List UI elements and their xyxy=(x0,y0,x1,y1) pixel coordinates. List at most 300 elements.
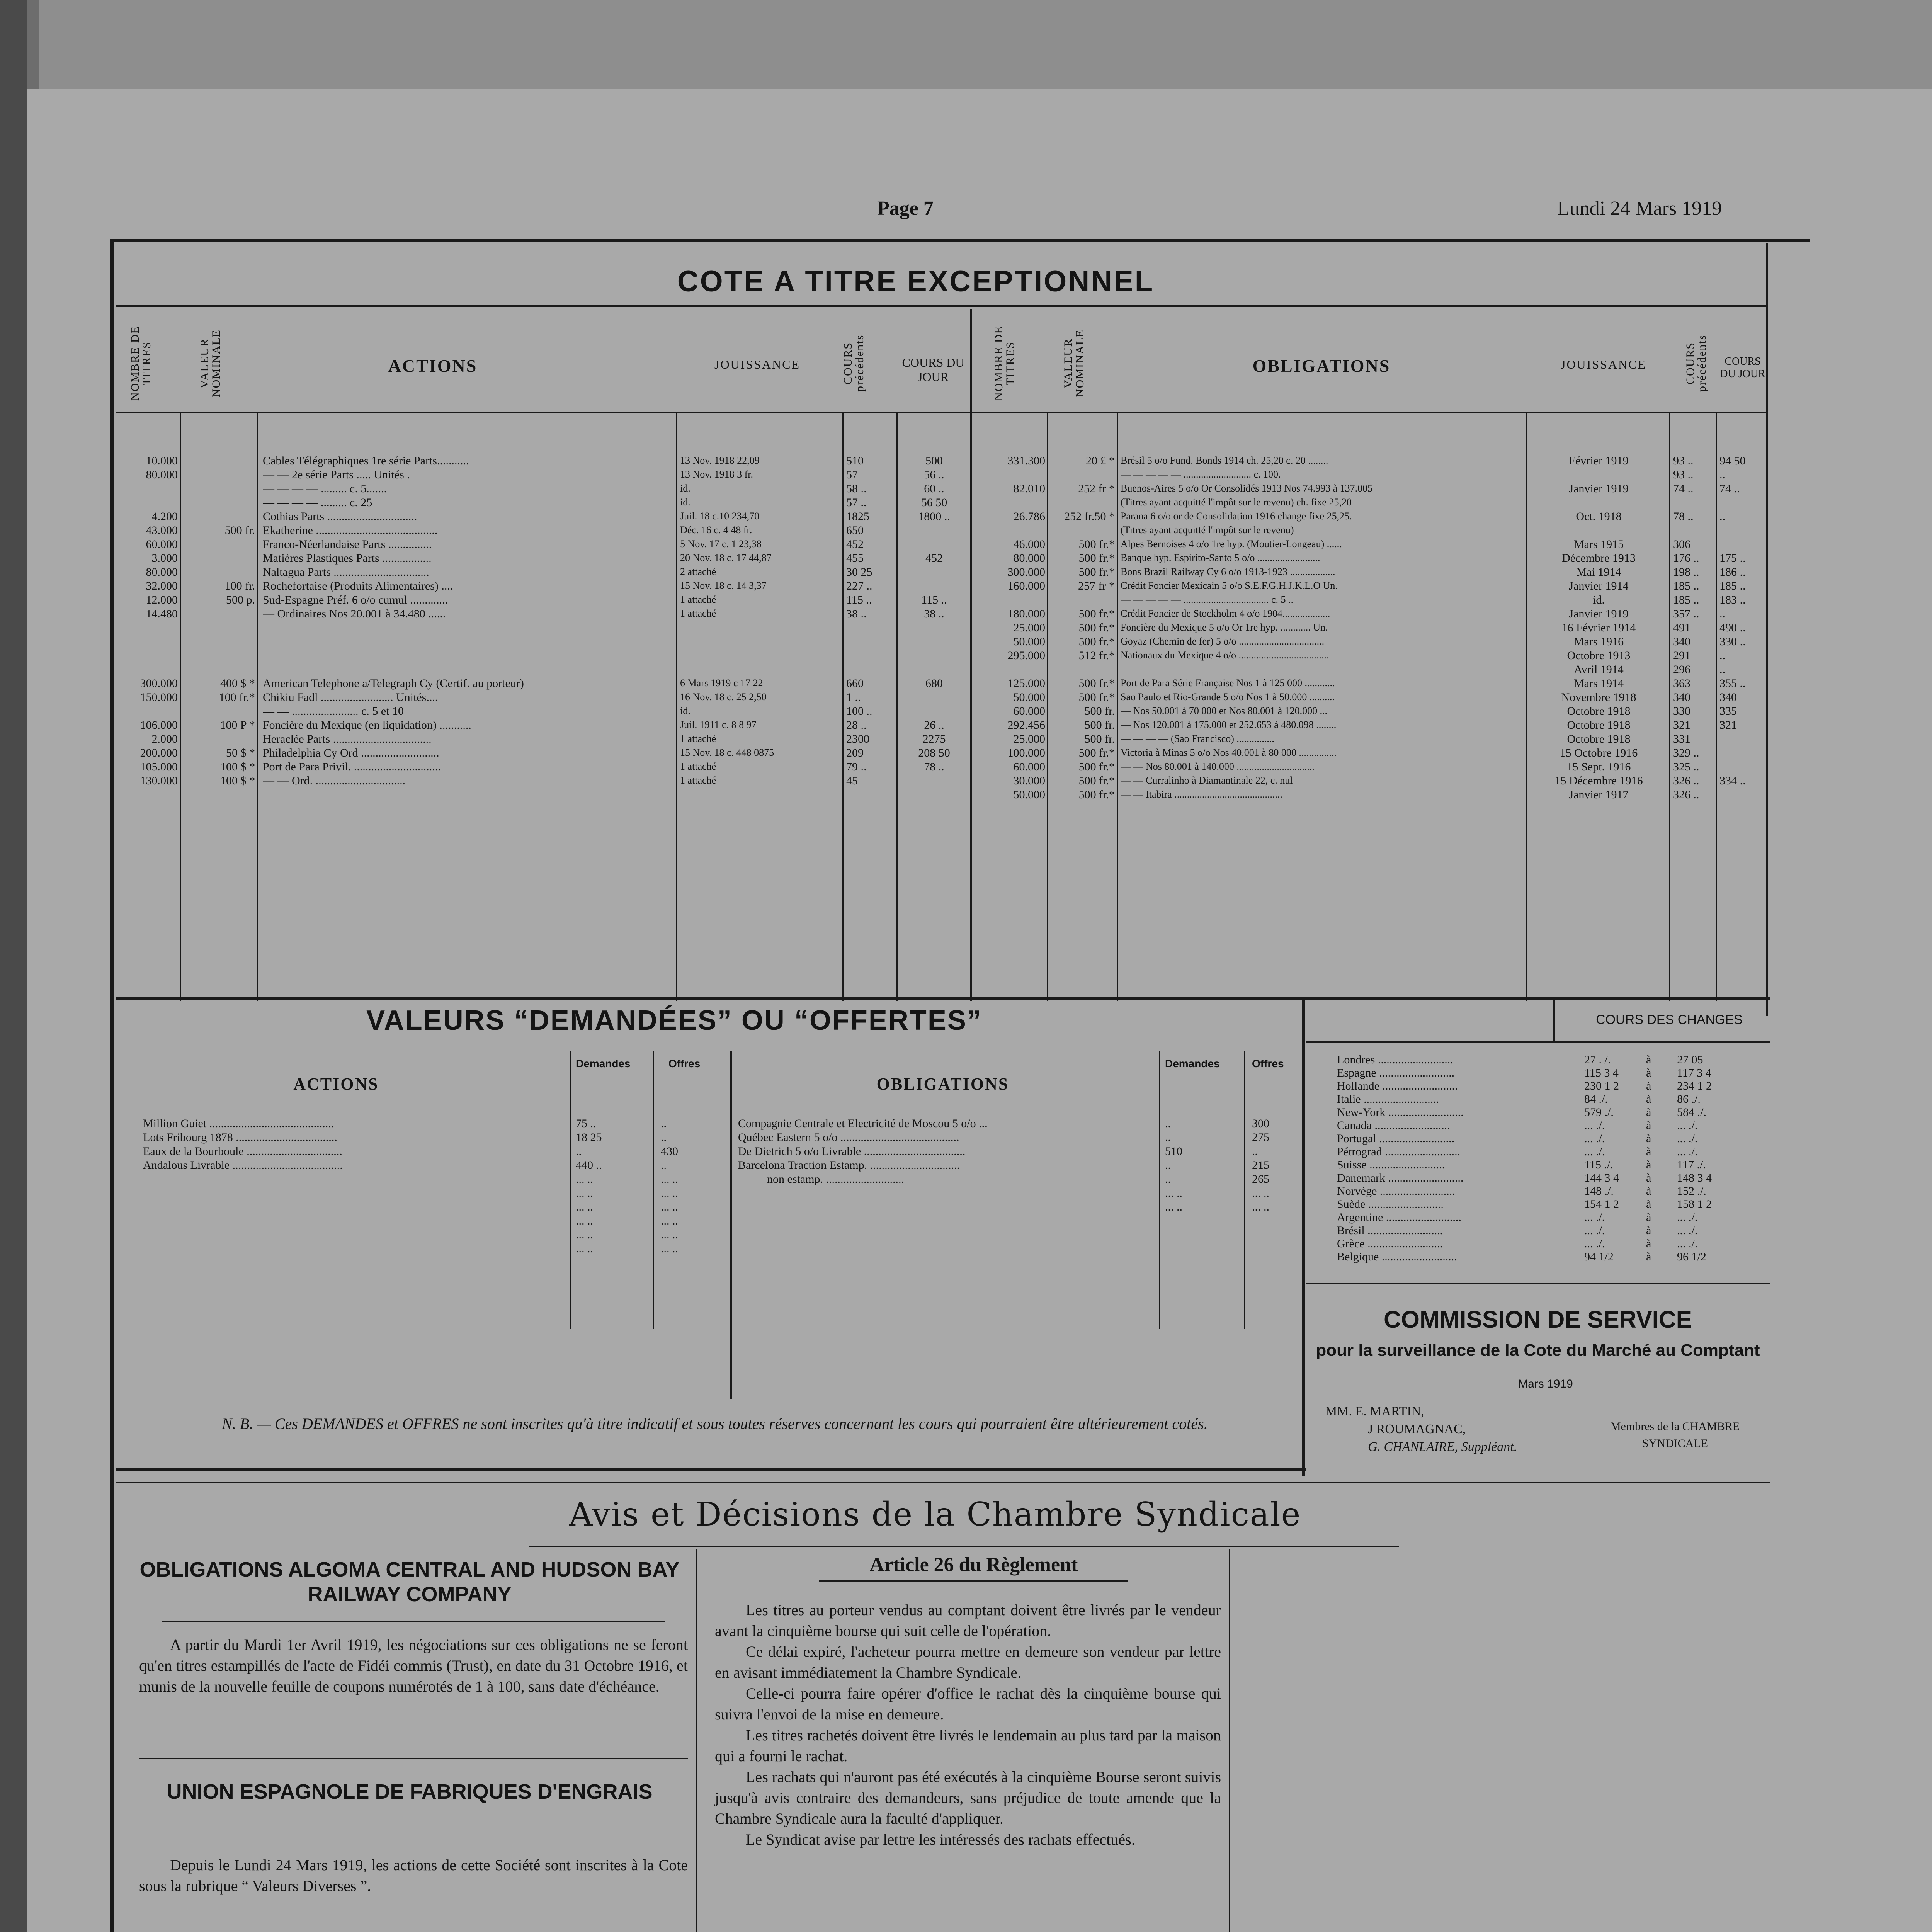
table-cell: 292.456 xyxy=(1007,719,1045,731)
table-cell xyxy=(1673,496,1714,510)
table-row-label: — — — — ......... c. 5....... xyxy=(263,482,387,495)
table-cell: 300.000 xyxy=(1007,566,1045,578)
algoma-bottom-rule xyxy=(139,1758,688,1759)
table-cell xyxy=(900,621,968,635)
demandes-right-rule xyxy=(1302,997,1305,1476)
table-cell: 500 fr.* xyxy=(1078,760,1115,773)
table-cell: .. xyxy=(1165,1173,1171,1185)
member-3: G. CHANLAIRE, Suppléant. xyxy=(1368,1440,1517,1454)
table-cell: 500 fr. xyxy=(1084,705,1115,718)
table-cell: 2300 xyxy=(846,733,869,745)
actions-offres-col: Offres xyxy=(668,1058,701,1070)
table-cell xyxy=(900,774,968,788)
table-cell: id. xyxy=(680,497,690,508)
table-row-label: — — Itabira ........................................... xyxy=(1121,789,1282,800)
table-cell: 296 xyxy=(1673,663,1690,676)
table-cell xyxy=(182,468,255,482)
oblig-offres-col: Offres xyxy=(1252,1058,1284,1070)
table-cell: 82.010 xyxy=(1013,482,1045,495)
exchange-high: 148 3 4 xyxy=(1677,1172,1712,1184)
table-cell xyxy=(182,649,255,663)
table-cell: Octobre 1913 xyxy=(1567,649,1631,662)
exchange-separator: à xyxy=(1646,1066,1651,1079)
table-cell: .. xyxy=(1719,468,1725,481)
left-nombre-column xyxy=(120,454,178,788)
exchange-row xyxy=(1337,1105,1762,1119)
cote-title: COTE A TITRE EXCEPTIONNEL xyxy=(677,265,1155,298)
table-cell: Mars 1914 xyxy=(1573,677,1624,690)
table-cell: 510 xyxy=(846,454,864,467)
table-cell: 56 .. xyxy=(924,468,944,481)
table-cell: 185 .. xyxy=(1673,594,1699,606)
table-cell: 208 50 xyxy=(918,747,950,759)
actions-demandes-col: Demandes xyxy=(576,1058,631,1070)
table-cell: .. xyxy=(1719,510,1725,523)
table-row-label: Sud-Espagne Préf. 6 o/o cumul ............. xyxy=(263,594,448,606)
table-cell xyxy=(182,565,255,579)
exchange-separator: à xyxy=(1646,1106,1651,1119)
table-cell: id. xyxy=(1593,594,1605,606)
table-cell: 14.480 xyxy=(146,607,178,620)
table-cell xyxy=(1049,663,1115,677)
right-nombre-column xyxy=(974,454,1045,802)
table-cell: 50.000 xyxy=(1013,788,1045,801)
exchange-low: 154 1 2 xyxy=(1584,1198,1619,1211)
table-row-label xyxy=(263,649,674,663)
table-cell xyxy=(680,663,842,677)
exchange-high: 117 ./. xyxy=(1677,1158,1706,1171)
table-cell xyxy=(182,607,255,621)
table-cell: 26 .. xyxy=(924,719,944,731)
table-row-label xyxy=(263,621,674,635)
table-cell: 15 Sept. 1916 xyxy=(1566,760,1631,773)
table-cell: 452 xyxy=(846,538,864,551)
table-cell: 227 .. xyxy=(846,580,872,592)
table-cell: 100 fr.* xyxy=(219,691,255,704)
table-cell: 13 Nov. 1918 3 fr. xyxy=(680,469,753,480)
table-cell: 335 xyxy=(1719,705,1737,718)
exchange-high: 158 1 2 xyxy=(1677,1198,1712,1211)
table-cell: 28 .. xyxy=(846,719,867,731)
table-cell xyxy=(182,663,255,677)
table-cell: ... .. xyxy=(576,1242,593,1255)
table-cell: 175 .. xyxy=(1719,552,1746,565)
exchange-high: ... ./. xyxy=(1677,1119,1698,1132)
table-row-label: American Telephone a/Telegraph Cy (Certif. au porteur) xyxy=(263,677,524,690)
table-row-label: — Ordinaires Nos 20.001 à 34.480 ...... xyxy=(263,607,446,620)
exchange-row xyxy=(1337,1237,1762,1250)
table-cell xyxy=(1049,496,1115,510)
exchange-separator: à xyxy=(1646,1172,1651,1184)
newspaper-page xyxy=(27,89,1932,1932)
table-cell: 500 fr.* xyxy=(1078,538,1115,551)
table-cell: 115 .. xyxy=(846,594,872,606)
table-cell xyxy=(1719,746,1764,760)
table-row-label: — — — — — .................................. c. 5 .. xyxy=(1121,594,1294,605)
exchange-high: ... ./. xyxy=(1677,1224,1698,1237)
exchange-row xyxy=(1337,1145,1762,1158)
exchange-row xyxy=(1337,1250,1762,1263)
vrule xyxy=(570,1051,571,1329)
table-cell: ... .. xyxy=(661,1214,678,1227)
table-cell: .. xyxy=(1252,1145,1258,1158)
table-cell: ... .. xyxy=(661,1228,678,1241)
table-cell: Janvier 1919 xyxy=(1569,607,1629,620)
article-title-rule xyxy=(819,1580,1128,1582)
table-cell: Décembre 1913 xyxy=(1562,552,1636,565)
table-cell: 180.000 xyxy=(1007,607,1045,620)
table-cell: 252 fr * xyxy=(1078,482,1115,495)
table-cell: .. xyxy=(661,1117,667,1130)
table-cell: 186 .. xyxy=(1719,566,1746,578)
table-cell: 357 .. xyxy=(1673,607,1699,620)
exchange-low: ... ./. xyxy=(1584,1237,1605,1250)
table-cell: 500 fr. xyxy=(224,524,255,537)
exchange-separator: à xyxy=(1646,1158,1651,1171)
table-row-label: — — — — (Sao Francisco) ............... xyxy=(1121,733,1274,744)
table-cell: 57 xyxy=(846,468,858,481)
table-cell: 2275 xyxy=(922,733,946,745)
article-body xyxy=(715,1600,1221,1850)
table-cell: 252 fr.50 * xyxy=(1064,510,1115,523)
table-cell: 330 xyxy=(1673,705,1690,718)
table-cell xyxy=(182,510,255,524)
table-cell: 20 £ * xyxy=(1086,454,1115,467)
exchange-separator: à xyxy=(1646,1237,1651,1250)
table-cell xyxy=(120,496,178,510)
table-cell xyxy=(974,663,1045,677)
union-text: Depuis le Lundi 24 Mars 1919, les actions de cette Société sont inscrites à la Cote sous la rubrique “ Valeurs Diverses ”. xyxy=(139,1856,688,1895)
table-cell: 329 .. xyxy=(1673,747,1699,759)
exchange-country: Danemark .......................... xyxy=(1337,1172,1464,1184)
table-cell: 15 Nov. 18 c. 448 0875 xyxy=(680,747,774,758)
right-jouissance-column xyxy=(1530,454,1667,802)
exchange-country: Argentine .......................... xyxy=(1337,1211,1461,1224)
table-cell: 452 xyxy=(925,552,943,565)
table-cell: 275 xyxy=(1252,1131,1269,1144)
article-para: Les titres rachetés doivent être livrés le lendemain au plus tard par la maison qui a fourni le rachat. xyxy=(715,1726,1221,1765)
demandes-oblig-off xyxy=(1252,1117,1302,1214)
exchange-low: ... ./. xyxy=(1584,1145,1605,1158)
table-cell: 331.300 xyxy=(1007,454,1045,467)
table-cell: 16 Février 1914 xyxy=(1561,621,1636,634)
exchange-row xyxy=(1337,1184,1762,1197)
article-title: Article 26 du Règlement xyxy=(869,1554,1078,1576)
table-cell: 80.000 xyxy=(1013,552,1045,565)
table-cell: 80.000 xyxy=(146,468,178,481)
table-cell: 491 xyxy=(1673,621,1690,634)
table-cell xyxy=(900,649,968,663)
commission-title: COMMISSION DE SERVICE xyxy=(1383,1306,1692,1333)
table-row-label: Chikiu Fadl ......................... Unités.... xyxy=(263,691,438,704)
exchange-row xyxy=(1337,1119,1762,1132)
table-cell: 500 p. xyxy=(226,594,255,606)
table-cell: 500 fr.* xyxy=(1078,691,1115,704)
table-cell xyxy=(1049,468,1115,482)
table-cell xyxy=(900,537,968,551)
exchange-separator: à xyxy=(1646,1198,1651,1211)
table-cell: 500 fr.* xyxy=(1078,621,1115,634)
vrule xyxy=(1526,413,1527,1001)
exchange-separator: à xyxy=(1646,1080,1651,1092)
table-cell: 500 fr.* xyxy=(1078,552,1115,565)
frame-right xyxy=(1766,243,1768,1016)
table-cell xyxy=(1530,524,1667,537)
table-row-label: Goyaz (Chemin de fer) 5 o/o .................................. xyxy=(1121,636,1325,647)
table-cell: 26.786 xyxy=(1013,510,1045,523)
table-cell xyxy=(182,635,255,649)
table-cell: 30.000 xyxy=(1013,774,1045,787)
table-cell xyxy=(900,704,968,718)
exchange-country: Norvège .......................... xyxy=(1337,1185,1455,1197)
table-cell: 56 50 xyxy=(921,496,947,509)
exchange-country: Espagne .......................... xyxy=(1337,1066,1455,1079)
table-cell: 440 .. xyxy=(576,1159,602,1172)
table-cell: 78 .. xyxy=(924,760,944,773)
book-spine xyxy=(0,0,27,1932)
table-cell: 93 .. xyxy=(1673,468,1694,481)
table-cell xyxy=(120,649,178,663)
table-row-label xyxy=(1121,663,1524,677)
exchange-low: ... ./. xyxy=(1584,1119,1605,1132)
table-cell: 500 fr. xyxy=(1084,733,1115,745)
frame-left xyxy=(110,239,114,1932)
table-cell: 80.000 xyxy=(146,566,178,578)
table-cell: 100 P * xyxy=(220,719,255,731)
list-item: Million Guiet ........................................... xyxy=(143,1117,334,1130)
algoma-title: OBLIGATIONS ALGOMA CENTRAL AND HUDSON BAY RAILWAY COMPANY xyxy=(139,1558,680,1606)
col-jouissance-left: JOUISSANCE xyxy=(714,357,801,371)
table-cell: 10.000 xyxy=(146,454,178,467)
table-cell: 1825 xyxy=(846,510,869,523)
table-cell xyxy=(182,496,255,510)
commission-rule xyxy=(1306,1283,1770,1284)
table-cell: 3.000 xyxy=(151,552,178,565)
exchange-low: 84 ./. xyxy=(1584,1093,1608,1105)
list-item: Andalous Livrable ...................................... xyxy=(143,1159,343,1172)
table-cell: 680 xyxy=(925,677,943,690)
exchange-row xyxy=(1337,1079,1762,1092)
table-cell: ... .. xyxy=(1165,1201,1182,1213)
right-cours-prec-column xyxy=(1673,454,1714,802)
table-cell: 291 xyxy=(1673,649,1690,662)
table-cell: Oct. 1918 xyxy=(1576,510,1622,523)
table-cell: 306 xyxy=(1673,538,1690,551)
exchange-country: Suisse .......................... xyxy=(1337,1158,1445,1171)
table-cell xyxy=(182,482,255,496)
table-row-label: — — 2e série Parts ..... Unités . xyxy=(263,468,410,481)
table-cell: .. xyxy=(1165,1159,1171,1172)
table-cell: 1 attaché xyxy=(680,761,716,772)
demandes-mid-rule xyxy=(730,1051,732,1399)
table-cell: 1 attaché xyxy=(680,775,716,786)
article-para: Celle-ci pourra faire opérer d'office le rachat dès la cinquième bourse qui suivra l'envoi de la mise en demeure. xyxy=(715,1685,1221,1723)
table-cell: 326 .. xyxy=(1673,788,1699,801)
table-cell: 331 xyxy=(1673,733,1690,745)
table-cell: ... .. xyxy=(576,1187,593,1199)
member-1: MM. E. MARTIN, xyxy=(1325,1404,1424,1418)
table-cell xyxy=(846,649,895,663)
table-cell xyxy=(900,663,968,677)
table-cell xyxy=(900,690,968,704)
table-cell xyxy=(182,621,255,635)
vrule xyxy=(896,413,898,1001)
table-row-label: Cothias Parts ............................... xyxy=(263,510,417,523)
exchange-low: 230 1 2 xyxy=(1584,1080,1619,1092)
table-cell xyxy=(974,496,1045,510)
table-cell: 265 xyxy=(1252,1173,1269,1185)
table-row-label: Foncière du Mexique (en liquidation) ........... xyxy=(263,719,471,731)
table-row-label: — — Ord. ............................... xyxy=(263,774,406,787)
demandes-bottom-rule xyxy=(116,1468,1306,1471)
table-cell xyxy=(680,635,842,649)
table-cell: 185 .. xyxy=(1673,580,1699,592)
table-cell: Avril 1914 xyxy=(1574,663,1624,676)
table-cell xyxy=(974,593,1045,607)
table-cell: .. xyxy=(1719,649,1725,662)
vrule xyxy=(653,1051,654,1329)
table-cell: 321 xyxy=(1673,719,1690,731)
exchange-country: Grèce .......................... xyxy=(1337,1237,1443,1250)
cote-title-rule xyxy=(116,305,1766,307)
cote-bottom-rule xyxy=(116,997,1770,1000)
table-cell: 321 xyxy=(1719,719,1737,731)
table-cell: 5 Nov. 17 c. 1 23,38 xyxy=(680,538,762,549)
right-valeur-column xyxy=(1049,454,1115,802)
changes-title: COURS DES CHANGES xyxy=(1596,1012,1743,1027)
exchange-high: ... ./. xyxy=(1677,1145,1698,1158)
table-cell: 500 fr.* xyxy=(1078,635,1115,648)
algoma-text: A partir du Mardi 1er Avril 1919, les négociations sur ces obligations ne se feront qu'en titres estampillés de l'acte de Fidéi commis (Trust), en date du 31 Octobre 1916, et munis de la nouvelle feuille de coupons numérotés de 1 à 100, sans date d'échéance. xyxy=(139,1636,688,1695)
table-cell: ... .. xyxy=(1252,1201,1269,1213)
table-cell: ... .. xyxy=(661,1173,678,1185)
table-cell: 16 Nov. 18 c. 25 2,50 xyxy=(680,691,767,702)
exchange-separator: à xyxy=(1646,1145,1651,1158)
exchange-low: 94 1/2 xyxy=(1584,1250,1614,1263)
exchange-separator: à xyxy=(1646,1211,1651,1224)
col-jouissance-right: JOUISSANCE xyxy=(1560,357,1647,371)
table-cell: 512 fr.* xyxy=(1078,649,1115,662)
table-cell xyxy=(1530,496,1667,510)
table-cell xyxy=(182,537,255,551)
table-cell xyxy=(900,635,968,649)
table-row-label: — Nos 120.001 à 175.000 et 252.653 à 480.098 ........ xyxy=(1121,719,1337,730)
table-row-label: — — — — ......... c. 25 xyxy=(263,496,372,509)
table-cell: 125.000 xyxy=(1007,677,1045,690)
table-cell: Déc. 16 c. 4 48 fr. xyxy=(680,524,752,536)
exchange-country: Italie .......................... xyxy=(1337,1093,1439,1105)
table-row-label: (Titres ayant acquitté l'impôt sur le revenu) ch. fixe 25,20 xyxy=(1121,497,1352,508)
table-cell: Janvier 1919 xyxy=(1569,482,1629,495)
demandes-obligations-list xyxy=(738,1117,1157,1186)
table-row-label: Parana 6 o/o or de Consolidation 1916 change fixe 25,25. xyxy=(1121,510,1352,522)
table-row-label: Port de Para Série Française Nos 1 à 125 000 ............ xyxy=(1121,677,1335,689)
table-cell: 13 Nov. 1918 22,09 xyxy=(680,455,760,466)
col-cours-prec-left: COURS précédents xyxy=(842,334,866,392)
table-cell: ... .. xyxy=(661,1187,678,1199)
table-cell: 60.000 xyxy=(1013,705,1045,718)
exchange-low: 144 3 4 xyxy=(1584,1172,1619,1184)
table-cell xyxy=(846,663,895,677)
table-row-label: Buenos-Aires 5 o/o Or Consolidés 1913 Nos 74.993 à 137.005 xyxy=(1121,483,1373,494)
article-para: Les rachats qui n'auront pas été exécutés à la cinquième Bourse seront suivis jusqu'à avis contraire des demandeurs, sans préjudice de toute amende que la Chambre Syndicale aura la faculté d'appliquer. xyxy=(715,1768,1221,1827)
exchange-country: Canada .......................... xyxy=(1337,1119,1450,1132)
table-row-label: Ekatherine .......................................... xyxy=(263,524,438,537)
table-cell: 1 attaché xyxy=(680,608,716,619)
table-cell xyxy=(1530,468,1667,482)
demandes-actions-off xyxy=(661,1117,726,1256)
table-cell: 93 .. xyxy=(1673,454,1694,467)
commission-role: Membres de la CHAMBRE SYNDICALE xyxy=(1610,1420,1740,1450)
table-cell: 20 Nov. 18 c. 17 44,87 xyxy=(680,552,772,563)
table-cell: 100 $ * xyxy=(220,760,255,773)
table-row-label: Crédit Foncier de Stockholm 4 o/o 1904................... xyxy=(1121,608,1330,619)
table-cell: 300 xyxy=(1252,1117,1269,1130)
header-rule xyxy=(110,239,1810,242)
table-cell: 12.000 xyxy=(146,594,178,606)
table-cell: 500 fr.* xyxy=(1078,774,1115,787)
table-cell: Novembre 1918 xyxy=(1561,691,1636,704)
avis-title: Avis et Décisions de la Chambre Syndicale xyxy=(569,1495,1301,1533)
table-row-label: Nationaux du Mexique 4 o/o .................................... xyxy=(1121,650,1329,661)
exchange-country: Pétrograd .......................... xyxy=(1337,1145,1461,1158)
exchange-high: 234 1 2 xyxy=(1677,1080,1712,1092)
table-cell: ... .. xyxy=(576,1214,593,1227)
union-title: UNION ESPAGNOLE DE FABRIQUES D'ENGRAIS xyxy=(167,1780,653,1803)
vrule xyxy=(1553,997,1555,1043)
table-cell xyxy=(1719,760,1764,774)
table-cell: ... .. xyxy=(576,1201,593,1213)
avis-col-rule xyxy=(696,1549,697,1932)
table-row-label: Alpes Bernoises 4 o/o 1re hyp. (Moutier-Longeau) ...... xyxy=(1121,538,1342,549)
exchange-separator: à xyxy=(1646,1250,1651,1263)
exchange-country: Suède .......................... xyxy=(1337,1198,1444,1211)
table-cell: 25.000 xyxy=(1013,621,1045,634)
table-row-label: — — — — — ........................... c. 100. xyxy=(1121,469,1281,480)
table-cell: 15 Octobre 1916 xyxy=(1560,747,1638,759)
table-cell: ... .. xyxy=(576,1173,593,1185)
table-cell: 50.000 xyxy=(1013,691,1045,704)
cote-header-rule xyxy=(116,412,1766,413)
table-cell: 500 fr.* xyxy=(1078,747,1115,759)
table-cell: 363 xyxy=(1673,677,1690,690)
vrule xyxy=(1244,1051,1245,1329)
table-row-label: Bons Brazil Railway Cy 6 o/o 1913-1923 .................. xyxy=(1121,566,1335,577)
table-cell: 400 $ * xyxy=(220,677,255,690)
vrule xyxy=(1117,413,1118,1001)
table-row-label: Banque hyp. Espirito-Santo 5 o/o ......................... xyxy=(1121,552,1320,563)
table-cell: 326 .. xyxy=(1673,774,1699,787)
page-date: Lundi 24 Mars 1919 xyxy=(1557,197,1722,219)
table-cell xyxy=(120,663,178,677)
demandes-oblig-dem xyxy=(1165,1117,1235,1214)
table-cell: Juil. 18 c.10 234,70 xyxy=(680,510,760,522)
table-cell: 150.000 xyxy=(140,691,178,704)
table-cell: 78 .. xyxy=(1673,510,1694,523)
table-cell: 160.000 xyxy=(1007,580,1045,592)
table-cell xyxy=(1719,537,1764,551)
table-cell: ... .. xyxy=(661,1201,678,1213)
table-cell: Juil. 1911 c. 8 8 97 xyxy=(680,719,757,730)
vrule xyxy=(842,413,844,1001)
table-cell: 1 .. xyxy=(846,691,861,704)
vrule xyxy=(1669,413,1670,1001)
list-item: De Dietrich 5 o/o Livrable ................................... xyxy=(738,1145,966,1158)
table-cell: 50.000 xyxy=(1013,635,1045,648)
left-valeur-column xyxy=(182,454,255,788)
table-cell: .. xyxy=(661,1159,667,1172)
exchange-low: ... ./. xyxy=(1584,1132,1605,1145)
